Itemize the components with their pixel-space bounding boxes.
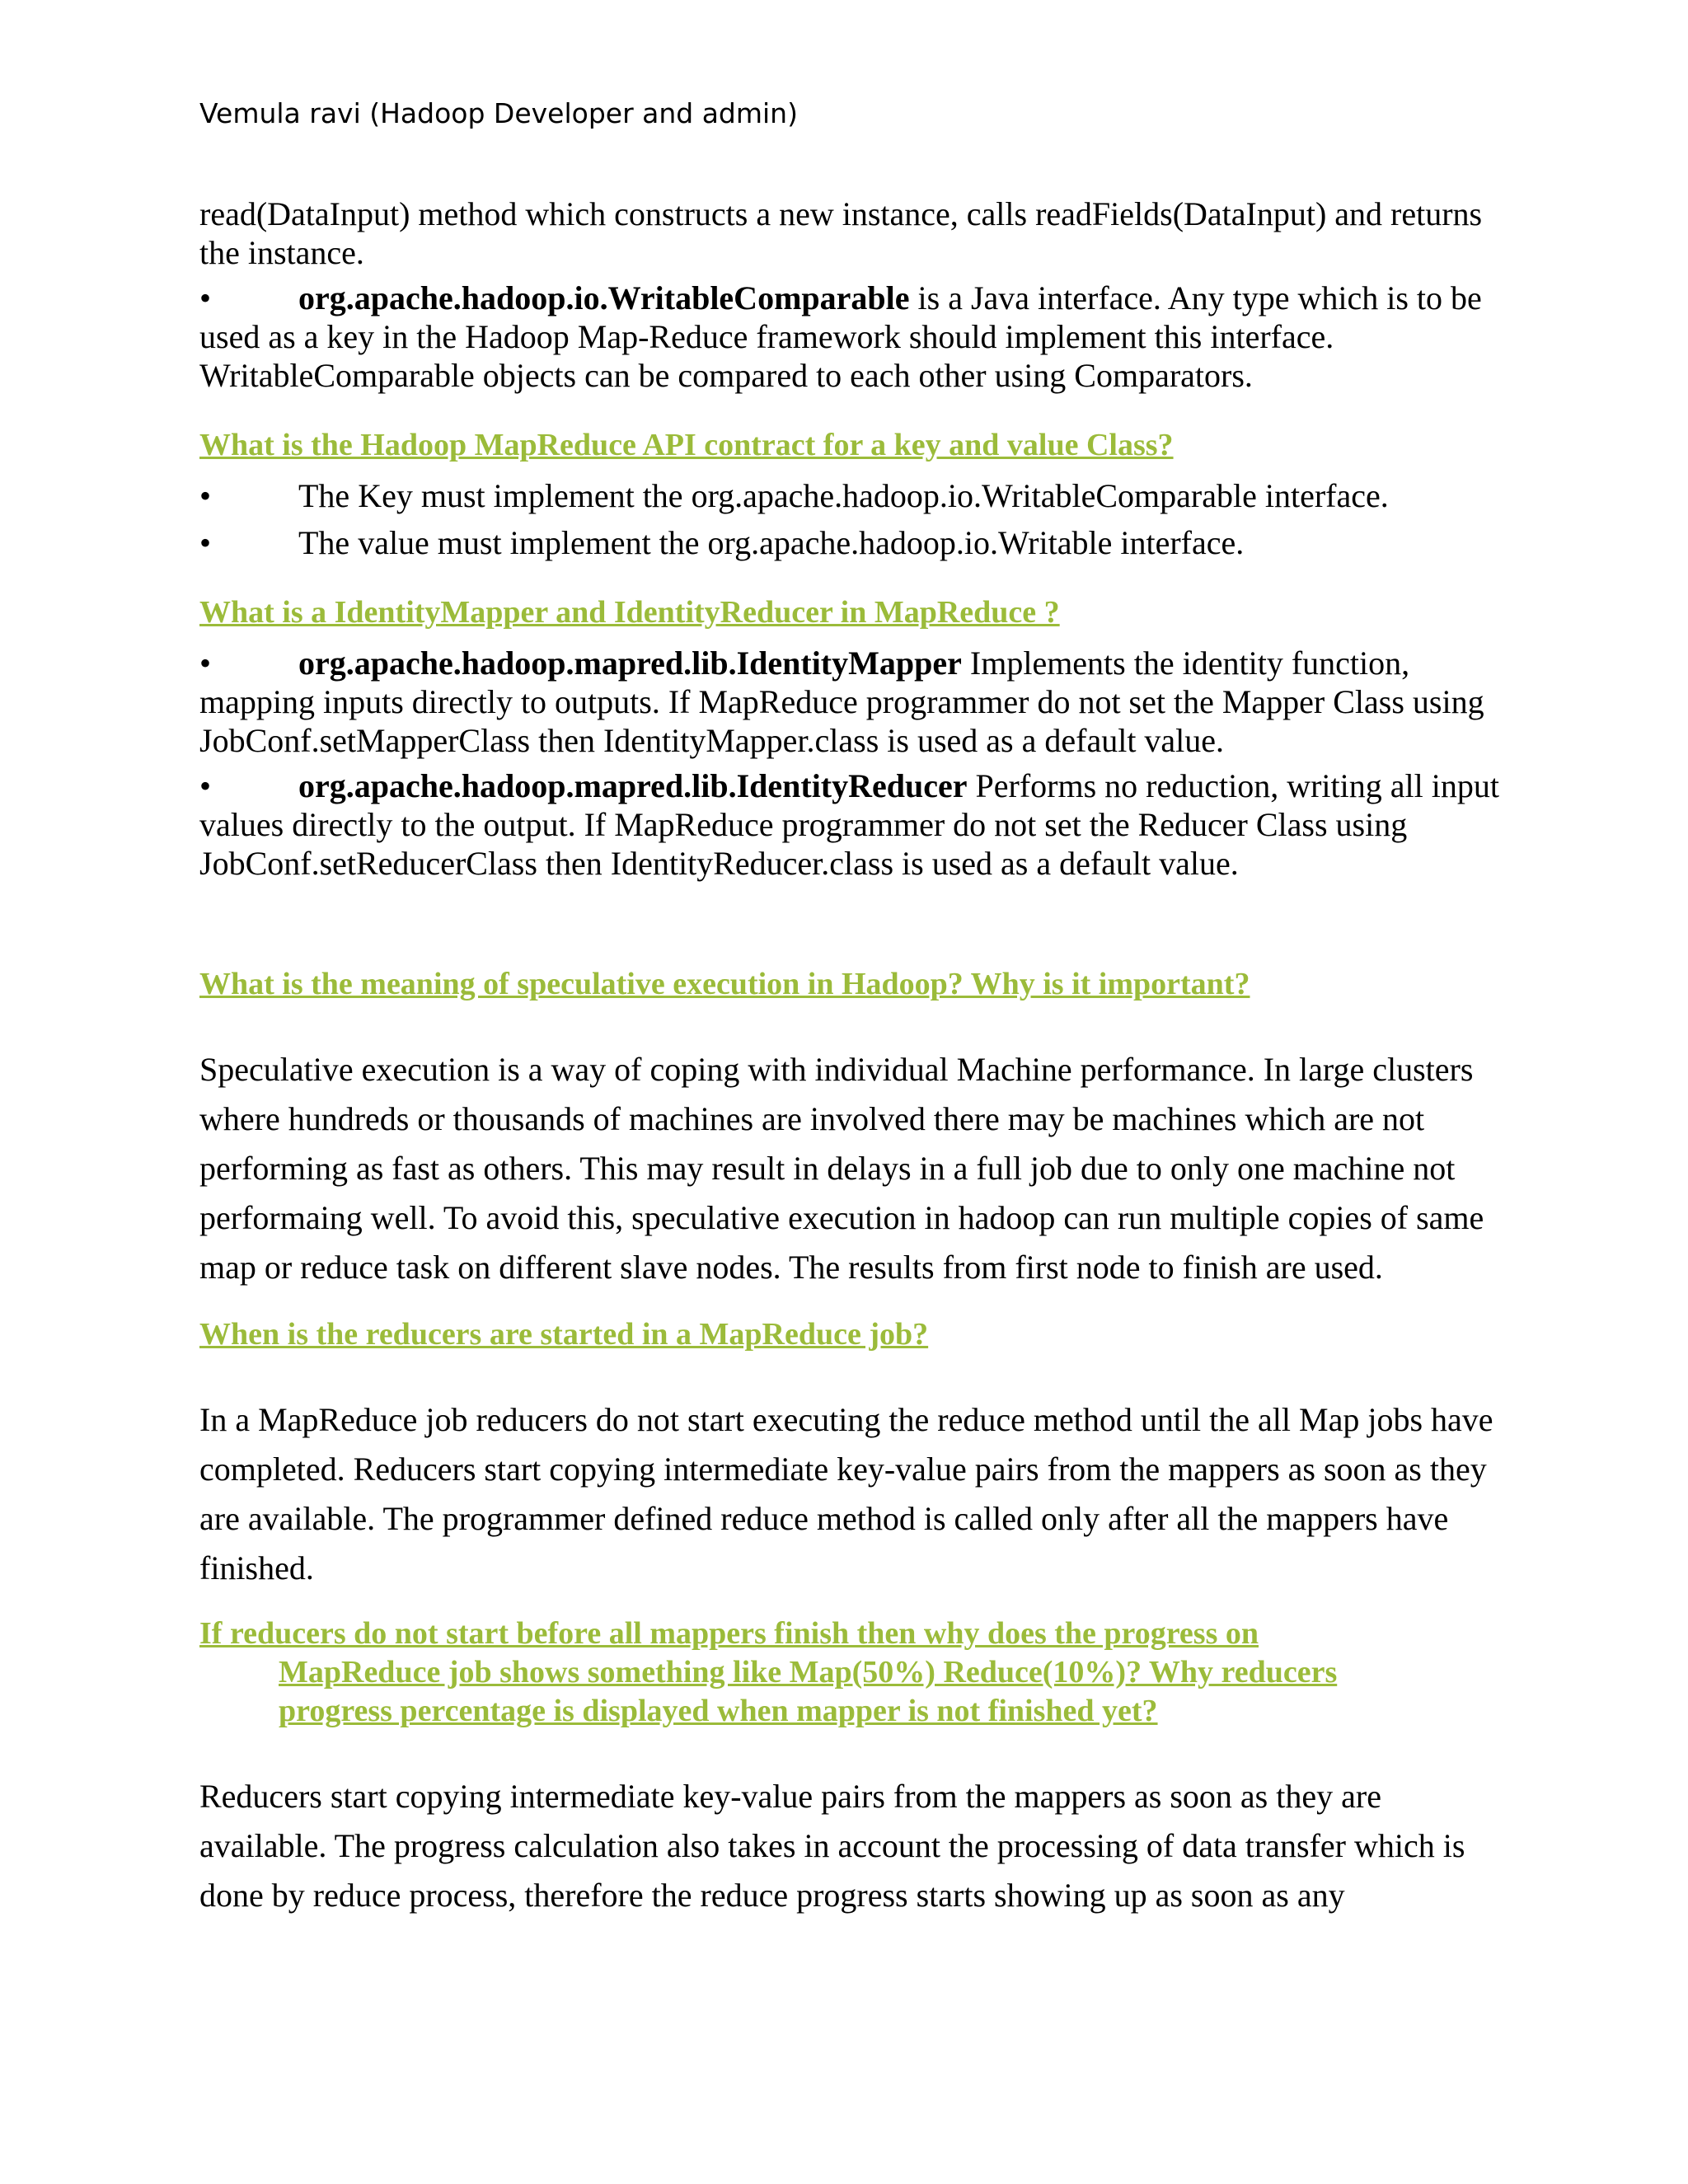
progress-paragraph: Reducers start copying intermediate key-value pairs from the mappers as soon as they are available. The progress calculation also takes in account the processing of data transfer which is done by reduce process, therefore the reduce progress starts showing up as soon as any <box>199 1778 1465 1914</box>
bullet-text: is a Java interface. Any type which is to be used as a key in the Hadoop Map-Reduce framework should implement this interface. WritableComparable objects can be compared to each other using Comparators. <box>199 279 1482 394</box>
bullet-text: Performs no reduction, writing all input values directly to the output. If MapReduce programmer do not set the Reducer Class using JobConf.setReducerClass then IdentityReducer.class is used as a default value. <box>199 767 1499 882</box>
bullet-bold-term: org.apache.hadoop.mapred.lib.IdentityMapper <box>298 644 962 682</box>
bullet-icon: • <box>199 767 212 804</box>
bullet-text: Implements the identity function, mapping inputs directly to outputs. If MapReduce programmer do not set the Mapper Class using JobConf.setMapperClass then IdentityMapper.class is used as a default value. <box>199 644 1484 759</box>
bullet-identity-reducer <box>199 766 1502 883</box>
section-heading-api-contract: What is the Hadoop MapReduce API contract for a key and value Class? <box>199 428 1174 462</box>
bullet-text: The Key must implement the org.apache.hadoop.io.WritableComparable interface. <box>298 477 1389 514</box>
bullet-writablecomparable <box>199 279 1502 395</box>
bullet-icon: • <box>199 477 212 514</box>
bullet-bold-term: org.apache.hadoop.io.WritableComparable <box>298 279 910 316</box>
section-heading-reducers-start: When is the reducers are started in a MapReduce job? <box>199 1317 929 1352</box>
bullet-key-contract <box>199 476 1502 515</box>
bullet-icon: • <box>199 279 212 316</box>
bullet-identity-mapper <box>199 644 1502 760</box>
bullet-text: The value must implement the org.apache.hadoop.io.Writable interface. <box>298 524 1245 561</box>
intro-paragraph: read(DataInput) method which constructs a new instance, calls readFields(DataInput) and returns the instance. <box>199 195 1483 271</box>
reducers-start-paragraph: In a MapReduce job reducers do not start executing the reduce method until the all Map jobs have completed. Reducers start copying intermediate key-value pairs from the mappers as soon as they are available. The programmer defined reduce method is called only after all the mappers have finished. <box>199 1401 1493 1586</box>
speculative-paragraph: Speculative execution is a way of coping with individual Machine performance. In large clusters where hundreds or thousands of machines are involved there may be machines which are not performing as fast as others. This may result in delays in a full job due to only one machine not performaing well. To avoid this, speculative execution in hadoop can run multiple copies of same map or reduce task on different slave nodes. The results from first node to finish are used. <box>199 1051 1484 1286</box>
bullet-value-contract <box>199 523 1502 562</box>
running-header: Vemula ravi (Hadoop Developer and admin) <box>199 97 798 129</box>
section-heading-speculative: What is the meaning of speculative execution in Hadoop? Why is it important? <box>199 967 1250 1001</box>
bullet-icon: • <box>199 644 212 682</box>
bullet-icon: • <box>199 524 212 561</box>
section-heading-identity: What is a IdentityMapper and IdentityReducer in MapReduce ? <box>199 595 1060 630</box>
page-content <box>199 194 1502 1920</box>
section-heading-progress: If reducers do not start before all mappers finish then why does the progress on MapReduce job shows something like Map(50%) Reduce(10%)? Why reducers progress percentage is displayed when mapper is not finished yet? <box>199 1616 1338 1728</box>
bullet-bold-term: org.apache.hadoop.mapred.lib.IdentityReducer <box>298 767 968 804</box>
